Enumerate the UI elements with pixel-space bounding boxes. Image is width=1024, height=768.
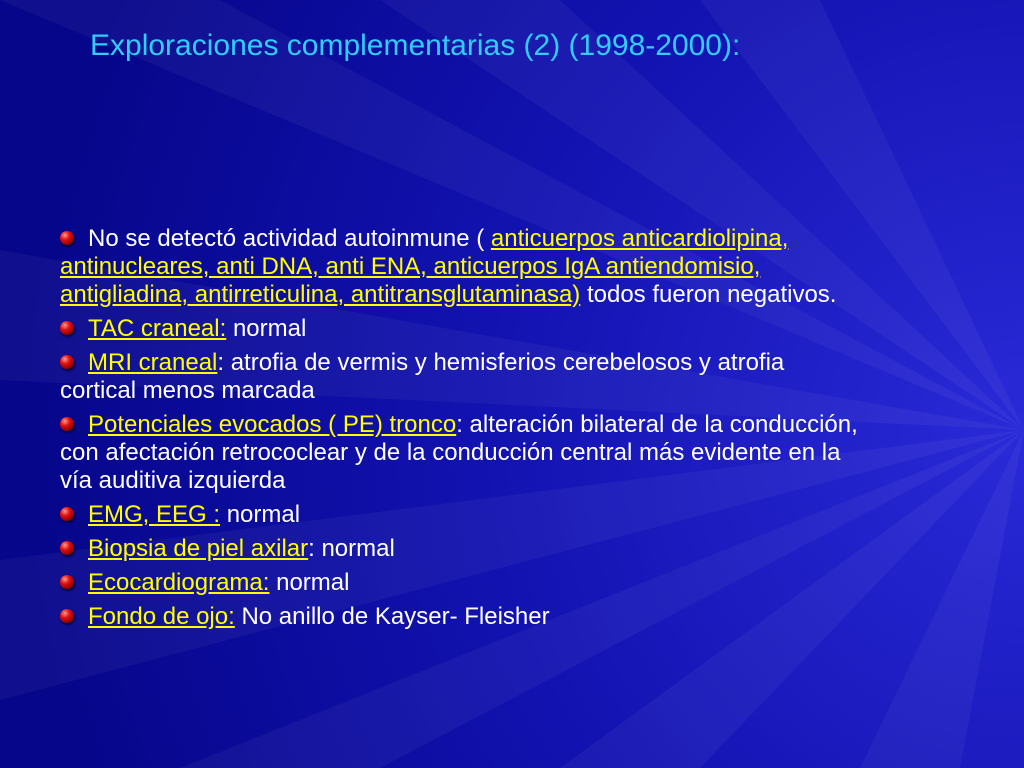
bullet-item-fundus xyxy=(60,603,860,631)
bullet-icon xyxy=(60,541,74,555)
bullet-icon xyxy=(60,231,74,245)
fundus-link[interactable]: Fondo de ojo: xyxy=(88,603,235,630)
skin-biopsy-link[interactable]: Biopsia de piel axilar xyxy=(88,535,309,562)
bullet-text: normal xyxy=(269,569,350,596)
bullet-text: No anillo de Kayser- Fleisher xyxy=(234,603,550,630)
mri-craneal-link[interactable]: MRI craneal xyxy=(88,349,218,376)
bullet-icon xyxy=(60,507,74,521)
bullet-item-autoimmune xyxy=(60,225,860,309)
bullet-text: todos fueron negativos. xyxy=(580,281,837,308)
bullet-lead: No se detectó actividad autoinmune ( xyxy=(88,225,491,252)
antibodies-link[interactable]: anticuerpos anticardiolipina, antinucleares, anti DNA, anti ENA, anticuerpos IgA antiendomisio, antigliadina, antirreticulina, antitransglutaminasa) xyxy=(60,225,789,308)
bullet-icon xyxy=(60,609,74,623)
bullet-icon xyxy=(60,575,74,589)
bullet-item-mri xyxy=(60,349,860,405)
bullet-item-evoked-potentials xyxy=(60,411,860,495)
bullet-text: normal xyxy=(226,315,307,342)
bullet-text: : alteración bilateral de la conducción, con afectación retrococlear y de la conducción central más evidente en la vía auditiva izquierda xyxy=(60,411,858,494)
bullet-item-echo xyxy=(60,569,860,597)
emg-eeg-link[interactable]: EMG, EEG : xyxy=(88,501,221,528)
bullet-text: : atrofia de vermis y hemisferios cerebelosos y atrofia cortical menos marcada xyxy=(60,349,785,404)
echocardiogram-link[interactable]: Ecocardiograma: xyxy=(88,569,270,596)
slide-title: Exploraciones complementarias (2) (1998-2000): xyxy=(90,29,741,62)
bullet-item-emg-eeg xyxy=(60,501,860,529)
bullet-text: : normal xyxy=(308,535,395,562)
bullet-icon xyxy=(60,417,74,431)
evoked-potentials-link[interactable]: Potenciales evocados ( PE) tronco xyxy=(88,411,457,438)
bullet-icon xyxy=(60,321,74,335)
bullet-text: normal xyxy=(220,501,301,528)
bullet-item-tac xyxy=(60,315,860,343)
bullet-list xyxy=(60,225,860,637)
tac-craneal-link[interactable]: TAC craneal: xyxy=(88,315,227,342)
bullet-icon xyxy=(60,355,74,369)
bullet-item-biopsy xyxy=(60,535,860,563)
